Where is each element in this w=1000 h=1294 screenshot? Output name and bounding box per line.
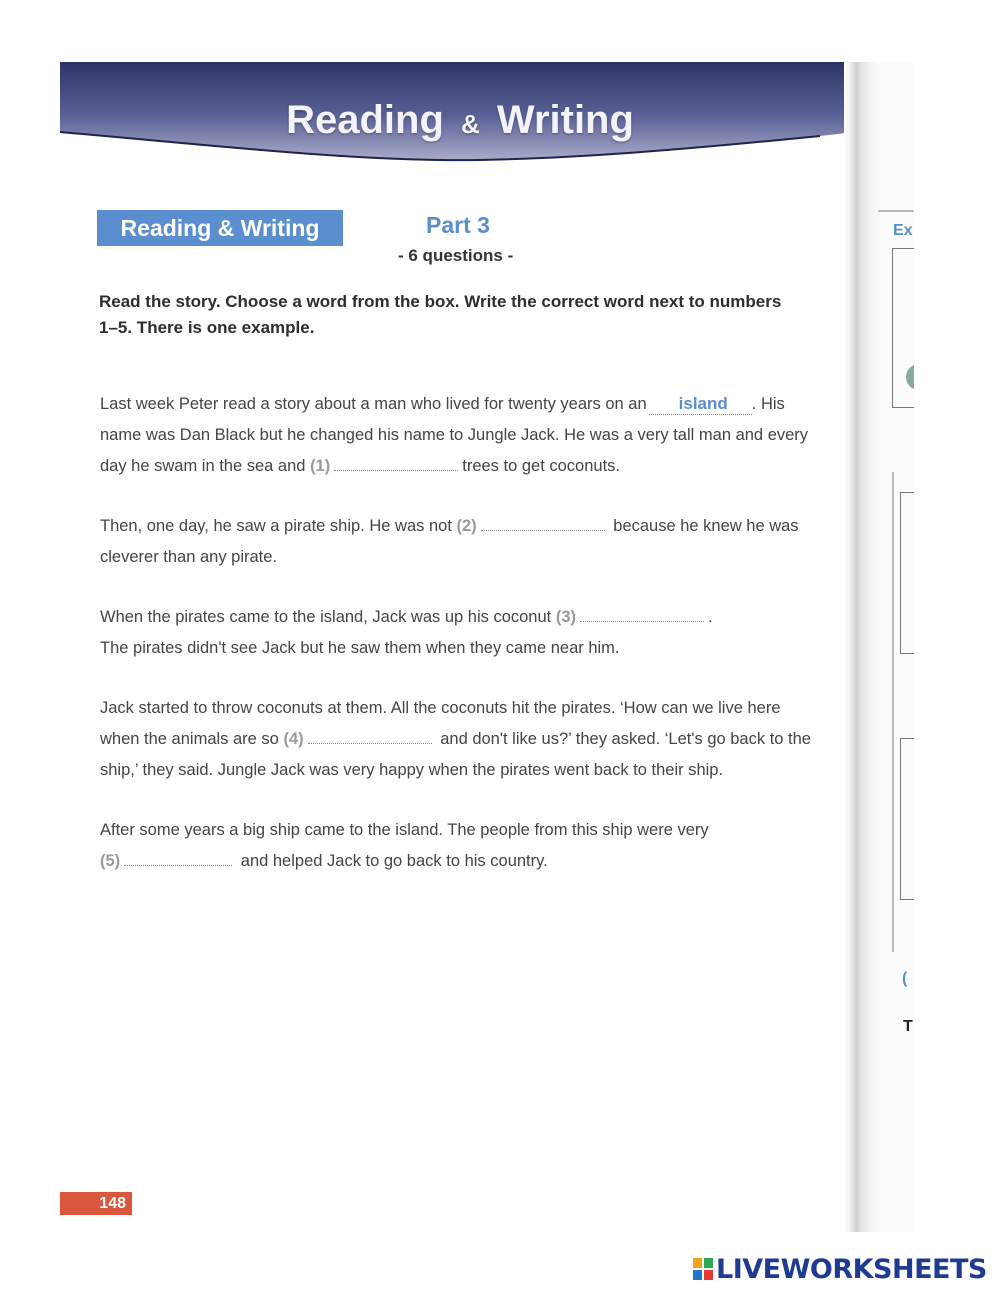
next-page-paren-label: ( [902, 970, 908, 987]
next-page-box-2 [900, 492, 914, 654]
story-text-segment: . [751, 395, 757, 413]
header-banner [60, 62, 914, 202]
answer-blank-3[interactable] [580, 603, 704, 622]
next-page-frame [892, 472, 894, 952]
liveworksheets-logo[interactable] [692, 1254, 987, 1284]
banner-title-writing: Writing [496, 98, 634, 142]
instructions: Read the story. Choose a word from the box. Write the correct word next to numbers 1–5. There is one example. [99, 292, 782, 337]
banner-title [60, 98, 860, 143]
banner-title-amp: & [461, 109, 480, 139]
page-number: 148 [60, 1192, 132, 1215]
next-page-t-label: T [903, 1018, 913, 1035]
story-text-segment: . [708, 608, 713, 626]
story-text-segment: When the pirates came to the island, Jack was up his coconut [100, 608, 552, 626]
story-text-segment: After some years a big ship came to the island. The people from this ship were very [100, 821, 709, 839]
story-text-segment: Jack started to throw coconuts at them. All the coconuts hit the pirates. ‘How can we live here when the animals are so [100, 699, 781, 748]
question-number-4: (4) [283, 730, 304, 748]
question-number-1: (1) [310, 457, 331, 475]
answer-blank-1[interactable] [334, 452, 458, 471]
question-number-5: (5) [100, 852, 121, 870]
next-page-rule [878, 210, 914, 212]
story-text-segment: and don't like us?’ they asked. ‘Let's go back to the ship,’ they said. Jungle Jack was very happy when the pirates went back to their ship. [100, 730, 811, 779]
next-page-box-3 [900, 738, 914, 900]
question-number-2: (2) [456, 517, 477, 535]
answer-blank-5[interactable] [124, 847, 232, 866]
story-text-segment: and helped Jack to go back to his country. [240, 852, 548, 870]
banner-title-reading: Reading [286, 98, 444, 142]
story-text-segment: trees to get coconuts. [462, 457, 620, 475]
part-title: Part 3 [426, 212, 490, 238]
story-paragraph-5 [100, 815, 820, 877]
questions-count: - 6 questions - [398, 246, 514, 265]
adjacent-page-edge [878, 62, 914, 1232]
example-answer: island [649, 394, 752, 415]
story-paragraph-4 [100, 693, 820, 786]
story-text-segment: His name was Dan Black but he changed his name to Jungle Jack. He was a very tall man and every day he swam in the sea and [100, 395, 809, 475]
story-paragraph-1 [100, 389, 820, 482]
story-paragraph-2 [100, 511, 820, 573]
liveworksheets-wordmark: LIVEWORKSHEETS [716, 1253, 987, 1285]
story-text-segment: The pirates didn't see Jack but he saw them when they came near him. [100, 639, 620, 657]
story-text-segment: because he knew he was cleverer than any pirate. [100, 517, 799, 566]
story-text [100, 389, 820, 906]
worksheet-page [60, 62, 914, 1232]
section-label: Reading & Writing [97, 210, 343, 246]
story-text-segment: Last week Peter read a story about a man who lived for twenty years on an [100, 395, 647, 413]
liveworksheets-icon [692, 1257, 714, 1281]
story-paragraph-3 [100, 602, 820, 664]
next-page-ex-label: Ex [893, 222, 913, 239]
answer-blank-4[interactable] [308, 725, 432, 744]
question-number-3: (3) [555, 608, 577, 626]
story-text-segment: Then, one day, he saw a pirate ship. He was not [100, 517, 452, 535]
answer-blank-2[interactable] [481, 512, 605, 531]
